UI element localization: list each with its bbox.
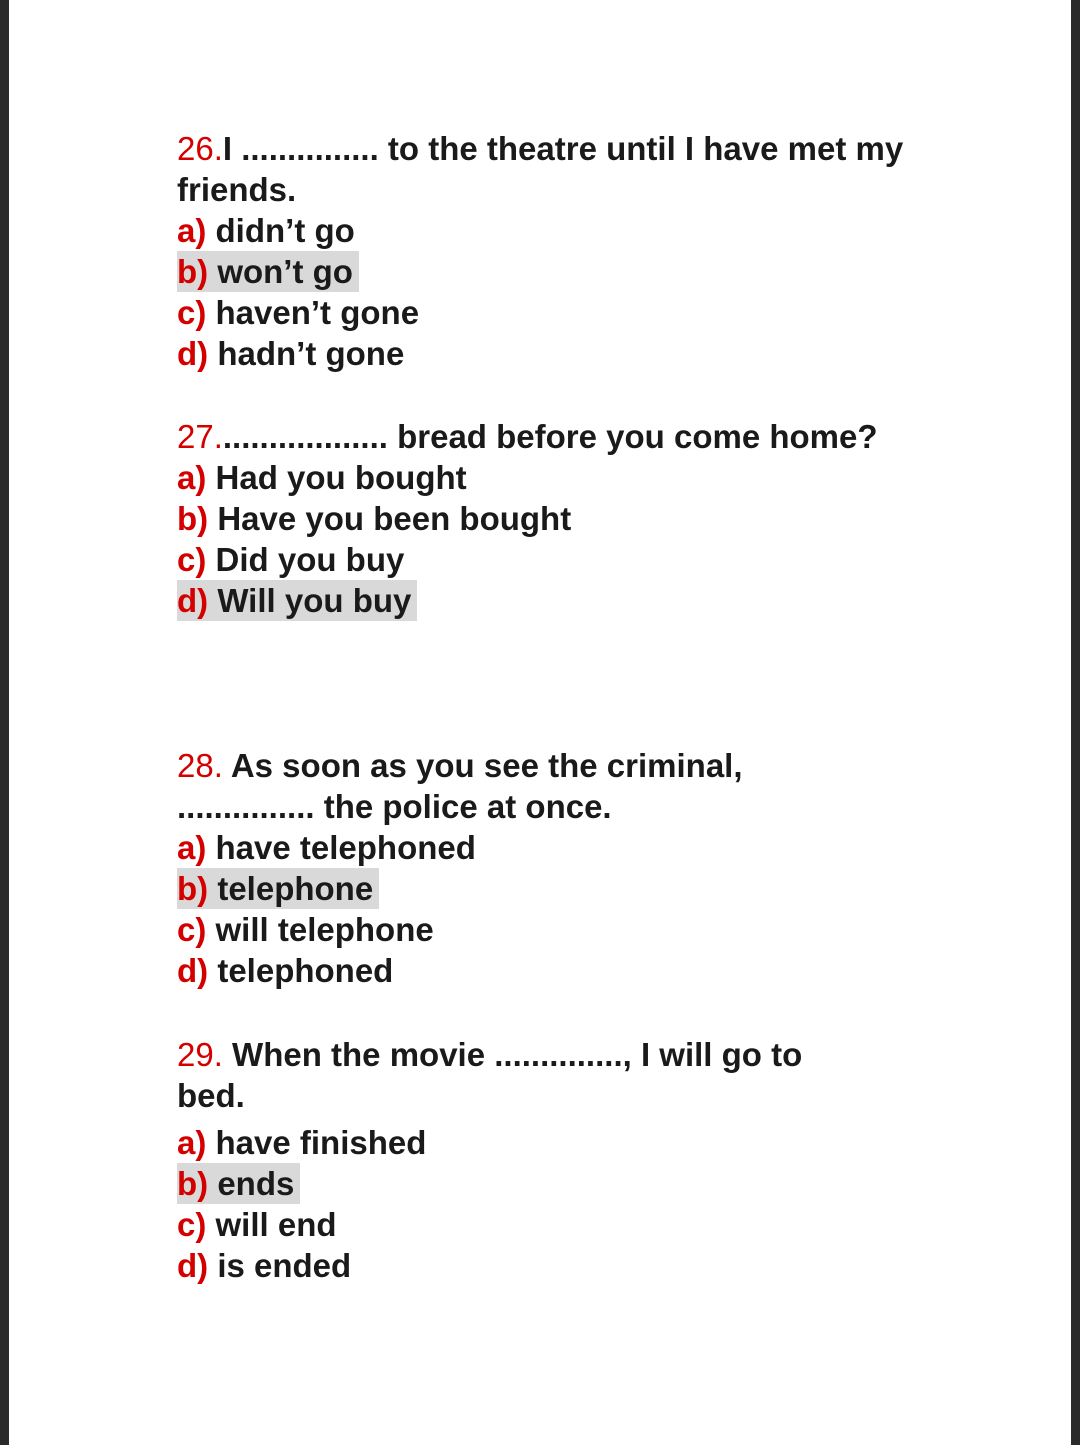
stem-after-blank: I will go to bed. (177, 1036, 803, 1114)
option-text: will telephone (215, 911, 434, 948)
option-b[interactable] (177, 498, 957, 539)
question-29 (177, 1034, 877, 1286)
question-number: 26. (177, 130, 223, 167)
question-number: 27. (177, 418, 223, 455)
option-d[interactable] (177, 333, 957, 374)
option-text: telephoned (217, 952, 394, 989)
highlighted-answer (177, 868, 379, 909)
right-frame-border (1071, 0, 1080, 1445)
option-letter: a) (177, 829, 207, 866)
option-text: will end (215, 1206, 337, 1243)
option-letter: a) (177, 459, 207, 496)
option-letter: b) (177, 870, 209, 907)
option-a[interactable] (177, 827, 837, 868)
option-c[interactable] (177, 292, 957, 333)
option-b[interactable] (177, 251, 957, 292)
option-text: won’t go (217, 253, 353, 290)
highlighted-answer (177, 580, 417, 621)
option-letter: a) (177, 1124, 207, 1161)
option-letter: c) (177, 294, 207, 331)
option-d[interactable] (177, 950, 837, 991)
option-letter: c) (177, 541, 207, 578)
option-letter: d) (177, 582, 209, 619)
option-text: have finished (215, 1124, 427, 1161)
option-letter: d) (177, 1247, 209, 1284)
option-b[interactable] (177, 1163, 877, 1204)
option-letter: c) (177, 1206, 207, 1243)
option-text: ends (217, 1165, 295, 1202)
stem-after-blank: the police at once. (323, 788, 612, 825)
option-letter: b) (177, 500, 209, 537)
option-text: is ended (217, 1247, 352, 1284)
option-letter: d) (177, 335, 209, 372)
blank-dots: .................. (222, 418, 388, 455)
highlighted-answer (177, 251, 359, 292)
question-stem (177, 416, 957, 457)
option-text: Have you been bought (217, 500, 572, 537)
option-b[interactable] (177, 868, 837, 909)
left-frame-border (0, 0, 9, 1445)
option-text: Had you bought (215, 459, 467, 496)
highlighted-answer (177, 1163, 300, 1204)
question-number: 29. (177, 1036, 223, 1073)
option-text: didn’t go (215, 212, 355, 249)
option-letter: d) (177, 952, 209, 989)
option-d[interactable] (177, 580, 957, 621)
option-letter: b) (177, 253, 209, 290)
worksheet-page (9, 0, 1071, 1445)
option-text: haven’t gone (215, 294, 420, 331)
option-text: hadn’t gone (217, 335, 405, 372)
option-d[interactable] (177, 1245, 877, 1286)
blank-dots: .............., (494, 1036, 632, 1073)
option-a[interactable] (177, 1122, 877, 1163)
option-a[interactable] (177, 457, 957, 498)
stem-before-blank: As soon as you see the criminal, (230, 747, 743, 784)
stem-before-blank: I (222, 130, 233, 167)
blank-dots: ............... (241, 130, 379, 167)
question-stem (177, 745, 837, 827)
option-letter: a) (177, 212, 207, 249)
option-letter: c) (177, 911, 207, 948)
option-a[interactable] (177, 210, 957, 251)
option-text: have telephoned (215, 829, 476, 866)
question-28 (177, 745, 837, 991)
option-c[interactable] (177, 909, 837, 950)
question-26 (177, 128, 957, 374)
question-stem (177, 1034, 877, 1116)
question-27 (177, 416, 957, 621)
stem-after-blank: bread before you come home? (397, 418, 878, 455)
stem-before-blank: When the movie (232, 1036, 486, 1073)
blank-dots: ............... (177, 788, 315, 825)
stem-after-blank: to the theatre until I have met my friends. (177, 130, 904, 208)
option-letter: b) (177, 1165, 209, 1202)
option-text: Did you buy (215, 541, 405, 578)
option-c[interactable] (177, 1204, 877, 1245)
option-c[interactable] (177, 539, 957, 580)
option-text: Will you buy (217, 582, 412, 619)
option-text: telephone (217, 870, 374, 907)
question-number: 28. (177, 747, 223, 784)
question-stem (177, 128, 957, 210)
